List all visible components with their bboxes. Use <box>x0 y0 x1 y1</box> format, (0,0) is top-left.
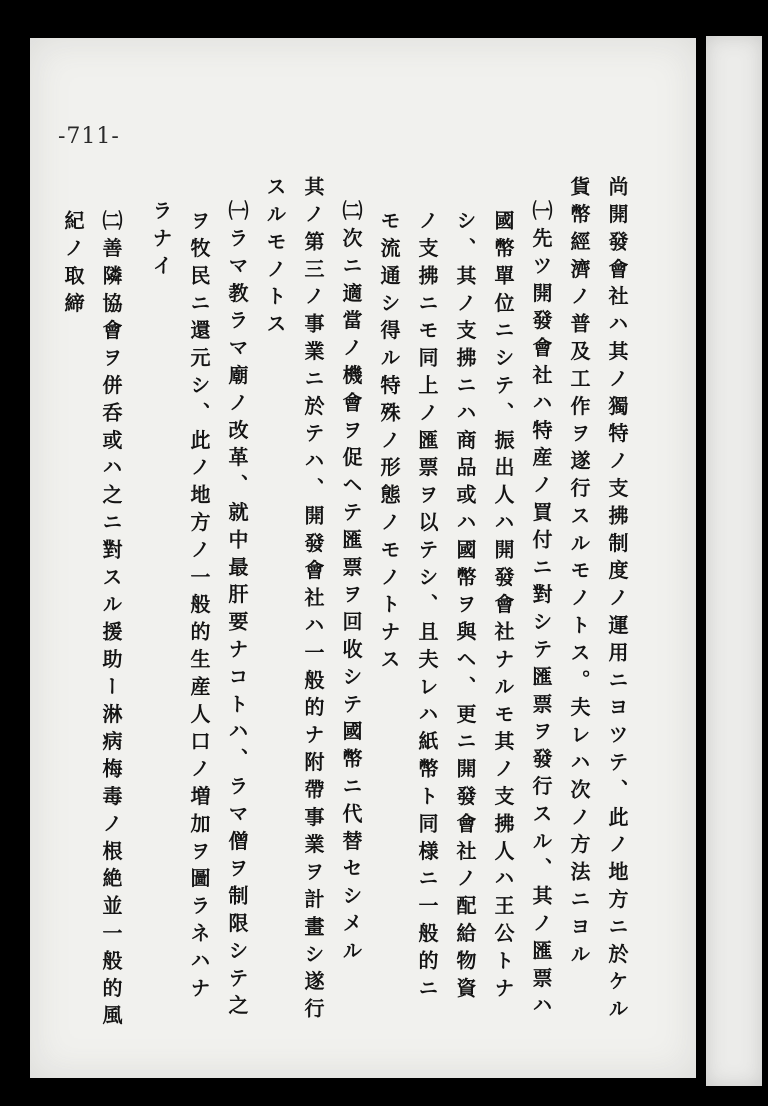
text-column-12: ヲ牧民ニ還元シ、此ノ地方ノ一般的生産人口ノ増加ヲ圖ラネハナ <box>187 210 211 1005</box>
text-column-9: 其ノ第三ノ事業ニ於テハ、開發會社ハ一般的ナ附帶事業ヲ計畫シ遂行 <box>301 176 325 1026</box>
text-column-1: 尚開發會社ハ其ノ獨特ノ支拂制度ノ運用ニヨツテ、此ノ地方ニ於ケル <box>605 176 629 1026</box>
text-column-7: モ流通シ得ル特殊ノ形態ノモノトナス <box>377 210 401 676</box>
text-column-11: ㈠ラマ教ラマ廟ノ改革、就中最肝要ナコトハ、ラマ僧ヲ制限シテ之 <box>225 200 249 1022</box>
page-number: -711- <box>58 124 120 149</box>
text-column-8: ㈡次ニ適當ノ機會ヲ促ヘテ匯票ヲ回收シテ國幣ニ代替セシメル <box>339 200 363 968</box>
text-column-5: シ、其ノ支拂ニハ商品或ハ國幣ヲ與ヘ、更ニ開發會社ノ配給物資 <box>453 210 477 1005</box>
adjacent-page-edge <box>706 36 762 1086</box>
text-column-4: 國幣單位ニシテ、振出人ハ開發會社ナルモ其ノ支拂人ハ王公トナ <box>491 210 515 1005</box>
text-column-2: 貨幣經濟ノ普及工作ヲ遂行スルモノトス。夫レハ次ノ方法ニヨル <box>567 176 591 971</box>
text-column-15: 紀ノ取締 <box>61 210 85 320</box>
text-column-10: スルモノトス <box>263 176 287 341</box>
text-column-3: ㈠先ツ開發會社ハ特産ノ買付ニ對シテ匯票ヲ發行スル、其ノ匯票ハ <box>529 200 553 1022</box>
text-column-13: ラナイ <box>149 200 173 283</box>
text-column-14: ㈡善隣協會ヲ併呑或ハ之ニ對スル援助ー淋病梅毒ノ根絶並一般的風 <box>99 210 123 1032</box>
text-column-6: ノ支拂ニモ同上ノ匯票ヲ以テシ、且夫レハ紙幣ト同様ニ一般的ニ <box>415 210 439 1005</box>
